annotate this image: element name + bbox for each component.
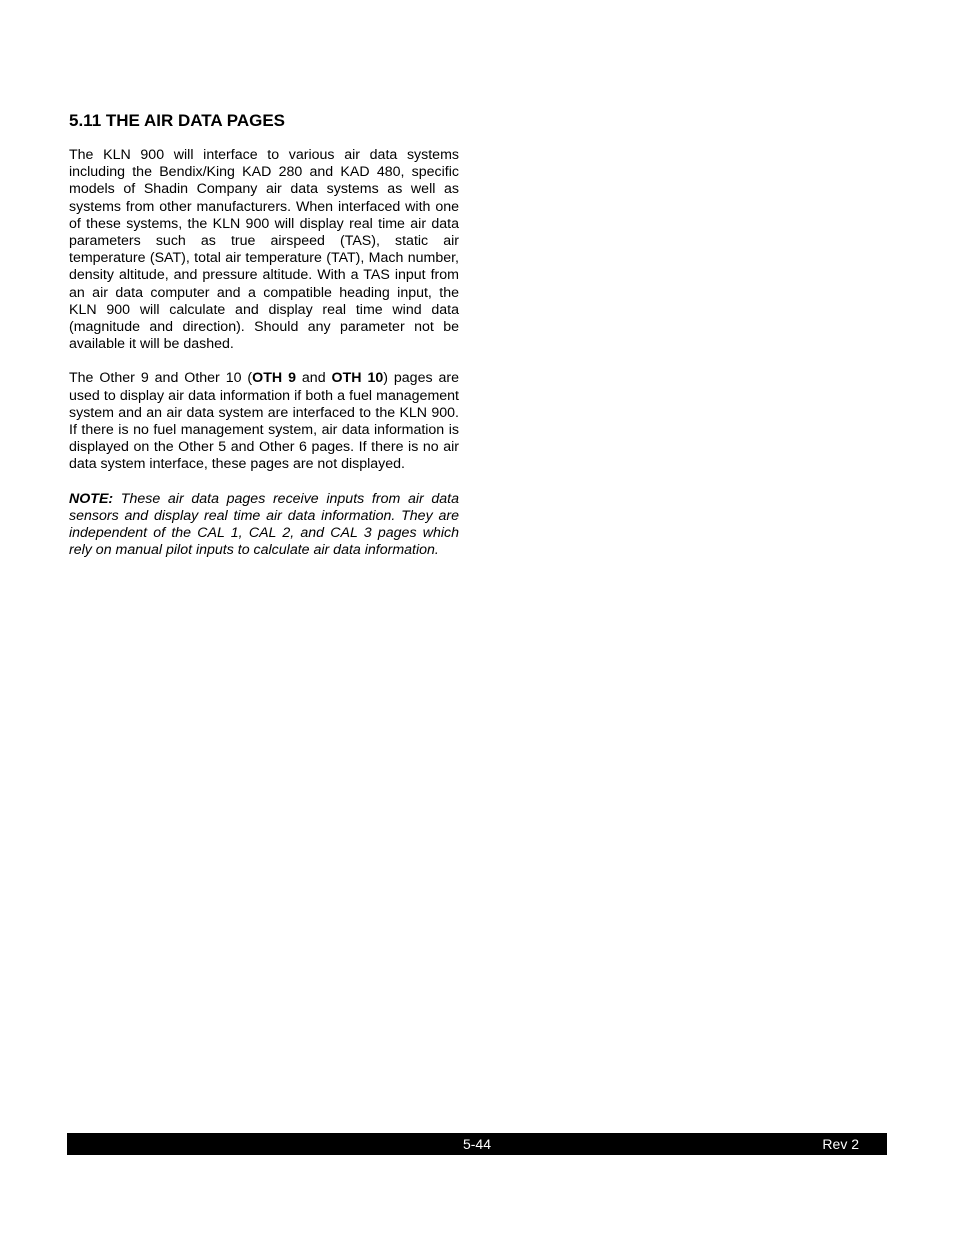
page-number: 5-44 [462, 1136, 492, 1152]
other-pages-text-3: ) pages are used to display air data information if both a fuel management system and an air data system are interfaced to the KLN 900. If there is no fuel management system, air data information is displayed on the Other 5 and Other 6 pages. If there is no air data system interface, these pages are not displayed. [69, 370, 460, 473]
note-label: NOTE: [69, 490, 114, 507]
section-title: 5.11 THE AIR DATA PAGES [69, 111, 286, 130]
oth9-label: OTH 9 [252, 370, 296, 387]
note-text: These air data pages receive inputs from air data sensors and display real time air data information. They are independent of the CAL 1, CAL 2, and CAL 3 pages which rely on manual pilot inputs to calculate air data information. [69, 490, 459, 559]
note-paragraph [69, 491, 459, 560]
other-pages-text-2: and [295, 370, 332, 387]
footer-bar [67, 1133, 887, 1155]
other-pages-text-1: The Other 9 and Other 10 ( [69, 370, 253, 387]
other-pages-paragraph [69, 370, 459, 473]
revision-label: Rev 2 [822, 1136, 859, 1152]
oth10-label: OTH 10 [331, 370, 384, 387]
intro-paragraph: The KLN 900 will interface to various air data systems including the Bendix/King KAD 280 and KAD 480, specific models of Shadin Company air data systems as well as systems from other manufacturers. When interfaced with one of these systems, the KLN 900 will display real time air data parameters such as true airspeed (TAS), static air temperature (SAT), total air temperature (TAT), Mach number, density altitude, and pressure altitude. With a TAS input from an air data computer and a compatible heading input, the KLN 900 will calculate and display real time wind data (magnitude and direction). Should any parameter not be available it will be dashed. [69, 147, 459, 353]
body-column [69, 147, 459, 576]
